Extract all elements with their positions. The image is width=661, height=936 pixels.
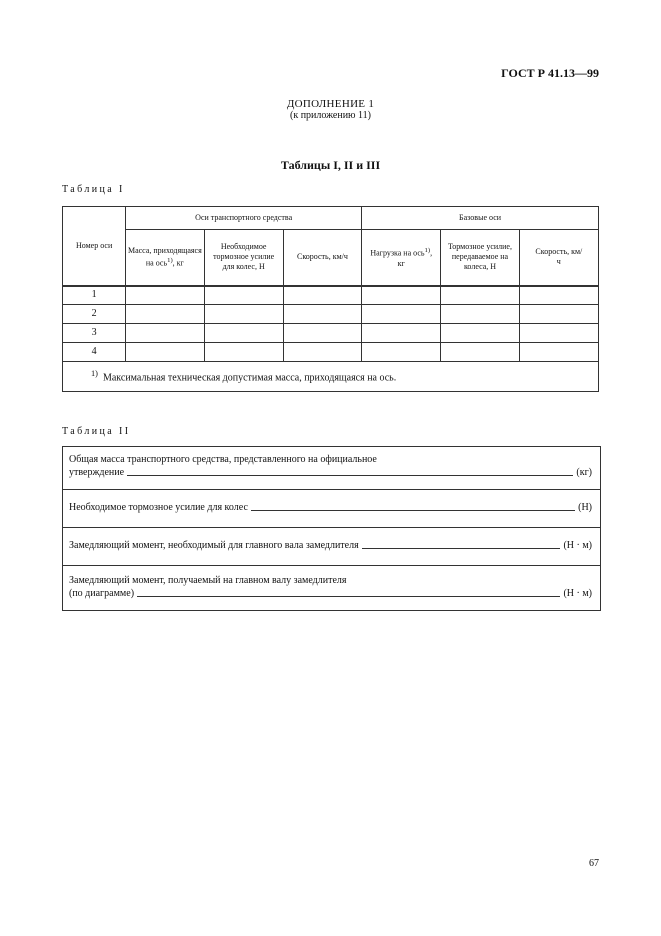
table-cell: [126, 305, 204, 324]
table-cell: [283, 324, 361, 343]
table2-row-total-mass: [63, 447, 600, 490]
row-label: Замедляющий момент, необходимый для главного вала замедлителя: [69, 540, 359, 551]
row-label-line2: утверждение: [69, 467, 125, 478]
row-label-line1: Общая масса транспортного средства, представленного на официальное: [69, 454, 377, 465]
table-cell: [441, 286, 519, 305]
table-1: [62, 206, 599, 392]
col-header: Масса, приходящаяся на ось$^{1)}$, кг: [126, 230, 204, 286]
table-cell: [519, 286, 598, 305]
table2-caption: Таблица II: [62, 426, 131, 437]
table-cell: [283, 286, 361, 305]
supplement-title: ДОПОЛНЕНИЕ 1: [286, 98, 375, 110]
col-header: Нагрузка на ось$^{1)}$, кг: [362, 230, 441, 286]
table1-caption: Таблица I: [62, 184, 125, 195]
table-2: [62, 446, 601, 611]
table-row: [63, 343, 599, 362]
table1-footnote: [63, 362, 599, 392]
row-number: 3: [63, 324, 126, 343]
row-number: 2: [63, 305, 126, 324]
table-row: [63, 286, 599, 305]
vehicle-axles-group-header: Оси транспортного средства: [126, 207, 362, 230]
table-cell: [519, 305, 598, 324]
row-number: 4: [63, 343, 126, 362]
col-header: Тормозное усилие, передаваемое на колеса, Н: [441, 230, 519, 286]
col-header: Скорость, км/ч: [519, 230, 598, 286]
table-cell: [126, 324, 204, 343]
table-cell: [441, 305, 519, 324]
table-cell: [441, 343, 519, 362]
table-cell: [283, 305, 361, 324]
page-number: 67: [589, 858, 599, 869]
fill-line: [362, 539, 561, 549]
table-cell: [519, 324, 598, 343]
table-cell: [204, 324, 283, 343]
table-row: [63, 305, 599, 324]
table-cell: [362, 305, 441, 324]
table-cell: [362, 286, 441, 305]
table2-row-required-moment: [63, 528, 600, 566]
table-cell: [519, 343, 598, 362]
tables-heading: Таблицы I, II и III: [280, 158, 381, 172]
table2-row-braking-force: [63, 490, 600, 528]
row-number: 1: [63, 286, 126, 305]
table-cell: [204, 286, 283, 305]
col-header: Скорость, км/ч: [283, 230, 361, 286]
axle-number-header: Номер оси: [63, 207, 126, 286]
row-unit: (кг): [576, 467, 592, 478]
table-row: [63, 324, 599, 343]
document-code: ГОСТ Р 41.13—99: [501, 66, 599, 80]
row-unit: (Н): [578, 502, 592, 513]
table-cell: [283, 343, 361, 362]
row-unit: (Н · м): [563, 540, 592, 551]
table-cell: [126, 343, 204, 362]
row-label-line2: (по диаграмме): [69, 588, 135, 599]
footnote-text: Максимальная техническая допустимая масса, приходящаяся на ось.: [102, 372, 397, 384]
table-cell: [204, 343, 283, 362]
table2-row-obtained-moment: [63, 566, 600, 610]
base-axles-group-header: Базовые оси: [362, 207, 599, 230]
row-unit: (Н · м): [563, 588, 592, 599]
fill-line: [137, 587, 560, 597]
supplement-subtitle: (к приложению 11): [290, 110, 371, 121]
fill-line: [251, 501, 575, 511]
table-cell: [362, 343, 441, 362]
row-label: Необходимое тормозное усилие для колес: [69, 502, 248, 513]
table-cell: [204, 305, 283, 324]
row-label-line1: Замедляющий момент, получаемый на главном валу замедлителя: [69, 575, 347, 586]
fill-line: [127, 466, 573, 476]
footnote-mark: 1): [91, 369, 98, 379]
table-cell: [441, 324, 519, 343]
table-cell: [362, 324, 441, 343]
col-header: Необходимое тормозное усилие для колес, Н: [204, 230, 283, 286]
table-cell: [126, 286, 204, 305]
